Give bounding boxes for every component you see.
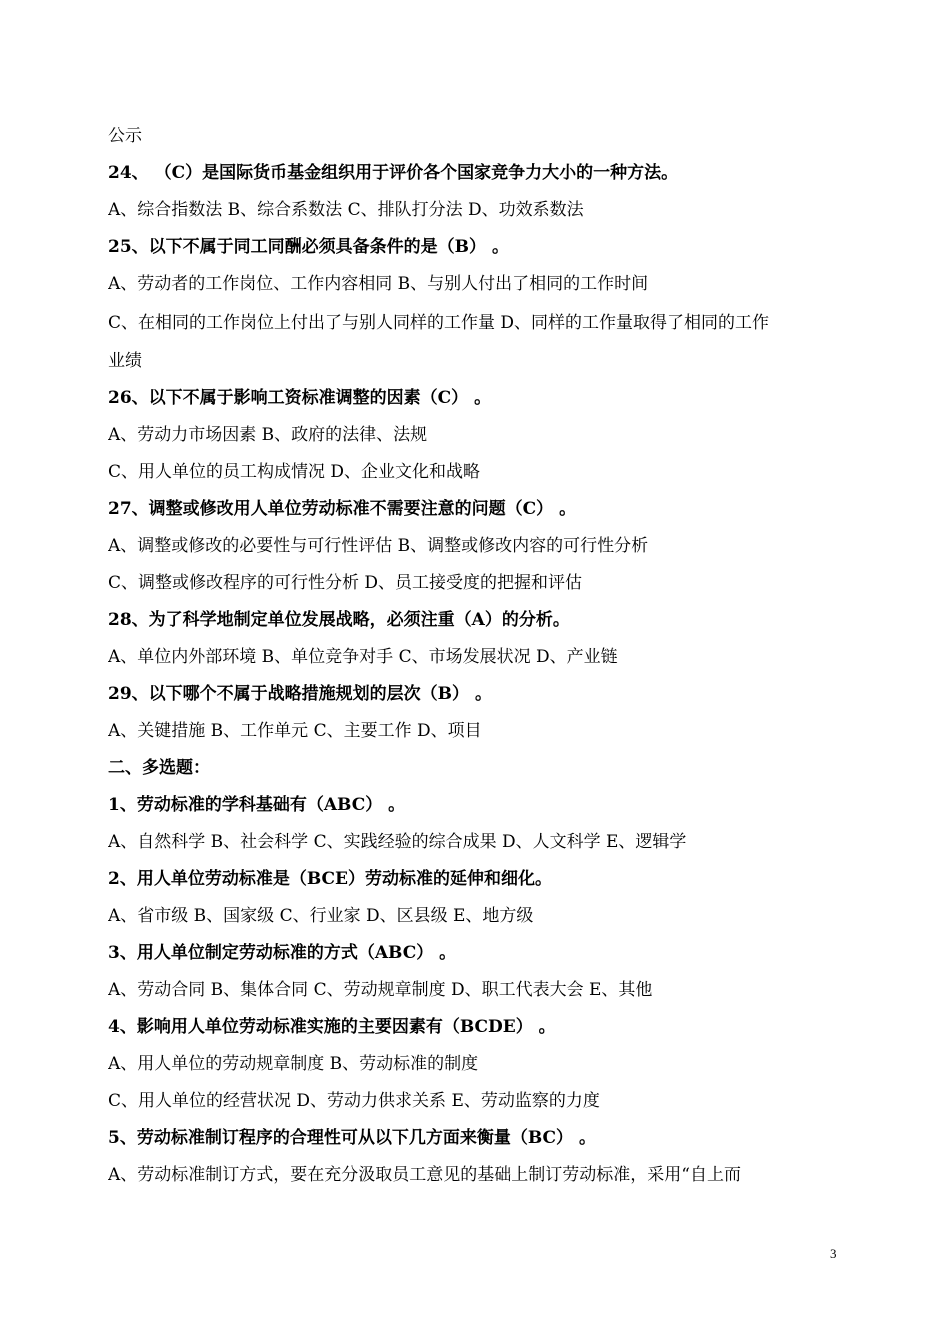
question-line: 27、调整或修改用人单位劳动标准不需要注意的问题（C） 。 bbox=[108, 499, 577, 519]
question-line: 3、用人单位制定劳动标准的方式（ABC） 。 bbox=[108, 943, 457, 963]
question-line: 二、多选题： bbox=[108, 758, 210, 778]
text-line: A、劳动合同 B、集体合同 C、劳动规章制度 D、职工代表大会 E、其他 bbox=[108, 980, 653, 1000]
text-line: C、用人单位的经营状况 D、劳动力供求关系 E、劳动监察的力度 bbox=[108, 1091, 600, 1111]
text-line: A、单位内外部环境 B、单位竞争对手 C、市场发展状况 D、产业链 bbox=[108, 647, 618, 667]
text-line: A、综合指数法 B、综合系数法 C、排队打分法 D、功效系数法 bbox=[108, 200, 584, 220]
page-number: 3 bbox=[830, 1246, 837, 1261]
document-body bbox=[108, 118, 848, 1194]
text-line: A、关键措施 B、工作单元 C、主要工作 D、项目 bbox=[108, 721, 482, 741]
text-line: 公示 bbox=[108, 126, 142, 146]
text-line: C、调整或修改程序的可行性分析 D、员工接受度的把握和评估 bbox=[108, 573, 583, 593]
question-line: 26、以下不属于影响工资标准调整的因素（C） 。 bbox=[108, 388, 492, 408]
text-line: A、省市级 B、国家级 C、行业家 D、区县级 E、地方级 bbox=[108, 906, 534, 926]
text-line: A、劳动标准制订方式，要在充分汲取员工意见的基础上制订劳动标准，采用“自上而 bbox=[108, 1165, 741, 1185]
text-line: A、劳动者的工作岗位、工作内容相同 B、与别人付出了相同的工作时间 bbox=[108, 274, 649, 294]
question-line: 29、以下哪个不属于战略措施规划的层次（B） 。 bbox=[108, 684, 492, 704]
question-line: 28、为了科学地制定单位发展战略，必须注重（A）的分析。 bbox=[108, 610, 570, 630]
text-line: A、调整或修改的必要性与可行性评估 B、调整或修改内容的可行性分析 bbox=[108, 536, 649, 556]
text-line: 业绩 bbox=[108, 351, 142, 371]
text-line: C、在相同的工作岗位上付出了与别人同样的工作量 D、同样的工作量取得了相同的工作 bbox=[108, 313, 770, 333]
question-line: 4、影响用人单位劳动标准实施的主要因素有（BCDE） 。 bbox=[108, 1017, 556, 1037]
question-line: 2、用人单位劳动标准是（BCE）劳动标准的延伸和细化。 bbox=[108, 869, 552, 889]
question-line: 24、 （C）是国际货币基金组织用于评价各个国家竞争力大小的一种方法。 bbox=[108, 163, 679, 183]
question-line: 1、劳动标准的学科基础有（ABC） 。 bbox=[108, 795, 406, 815]
text-line: A、劳动力市场因素 B、政府的法律、法规 bbox=[108, 425, 428, 445]
text-line: A、自然科学 B、社会科学 C、实践经验的综合成果 D、人文科学 E、逻辑学 bbox=[108, 832, 687, 852]
text-line: C、用人单位的员工构成情况 D、企业文化和战略 bbox=[108, 462, 481, 482]
question-line: 5、劳动标准制订程序的合理性可从以下几方面来衡量（BC） 。 bbox=[108, 1128, 596, 1148]
text-line: A、用人单位的劳动规章制度 B、劳动标准的制度 bbox=[108, 1054, 479, 1074]
question-line: 25、以下不属于同工同酬必须具备条件的是（B） 。 bbox=[108, 237, 509, 257]
